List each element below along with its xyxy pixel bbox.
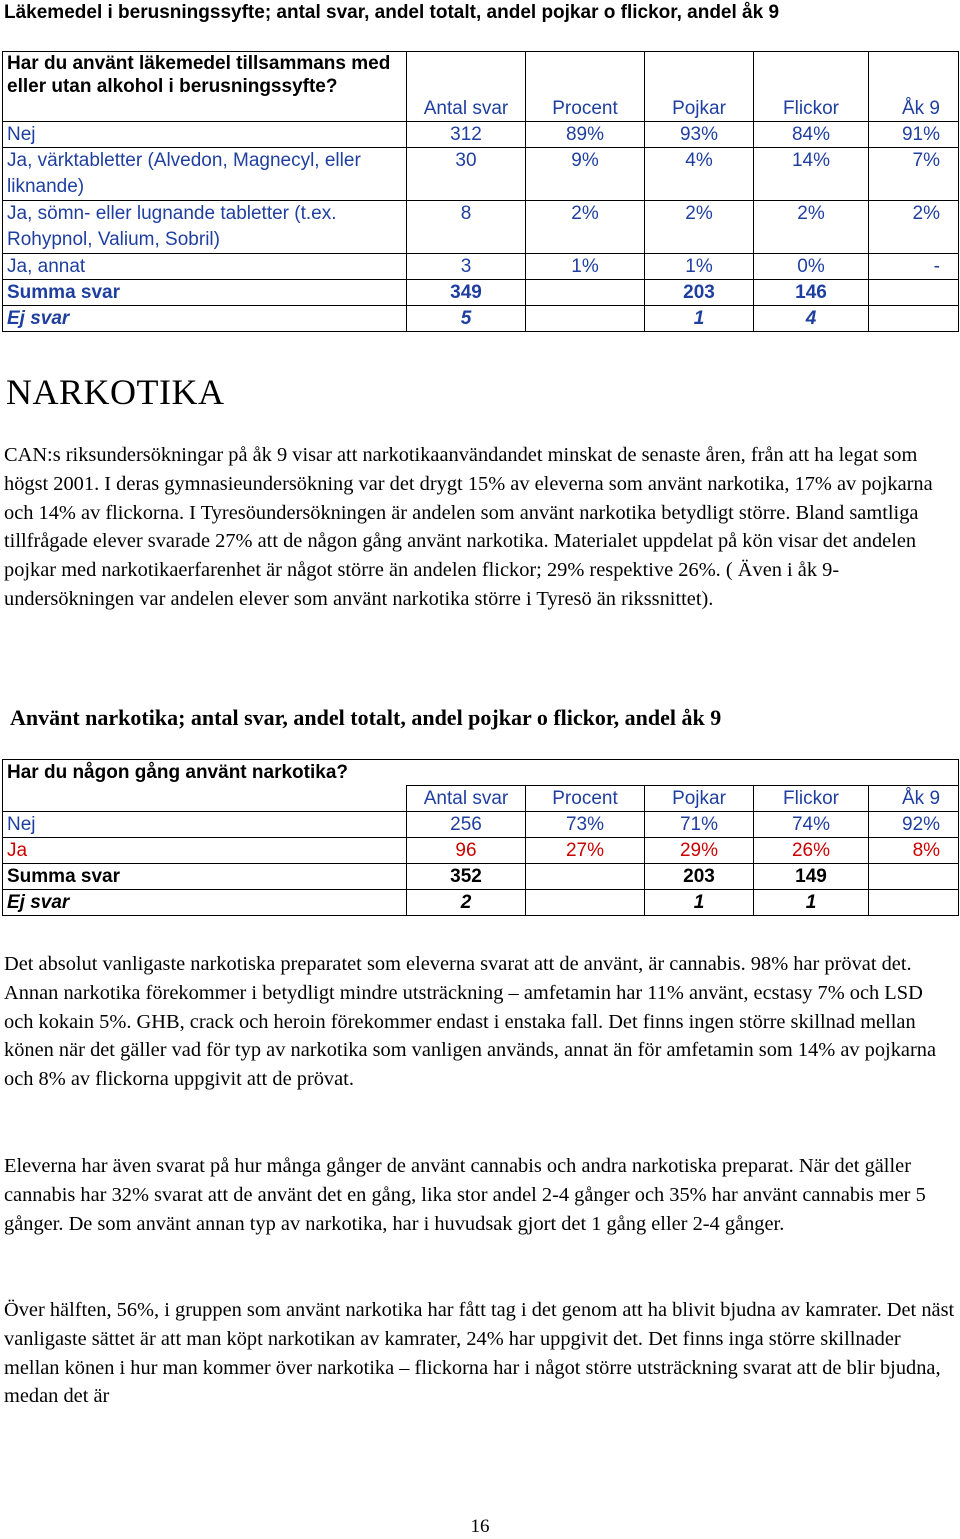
header-ak9: Åk 9: [869, 96, 959, 122]
cell: [526, 279, 645, 305]
cell: 27%: [526, 838, 645, 864]
question-cell: Har du använt läkemedel tillsammans med eller utan alkohol i berusningssyfte?: [3, 52, 407, 122]
text-span: Det näst vanligaste sättet är att man köpt narkotikan av kamrater, 24% har uppgivit det.: [4, 1299, 955, 1350]
cell: 352: [407, 864, 526, 890]
question-cell: Har du någon gång använt narkotika?: [3, 760, 959, 786]
row-label: Ja: [3, 838, 407, 864]
row-label: Ja, sömn- eller lugnande tabletter (t.ex. Rohypnol, Valium, Sobril): [3, 200, 407, 253]
cell: 1%: [645, 253, 754, 279]
text-span: Över hälften, 56%, i gruppen som använt narkotika har fått tag i det genom att ha blivit bjudna av kamrater.: [4, 1299, 882, 1321]
cell: [869, 305, 959, 331]
table-header-row: [3, 786, 959, 812]
section-heading: NARKOTIKA: [6, 372, 225, 412]
row-label: Ja, värktabletter (Alvedon, Magnecyl, eller liknande): [3, 147, 407, 200]
cell: 349: [407, 279, 526, 305]
cell: 203: [645, 864, 754, 890]
cell: 89%: [526, 121, 645, 147]
cell: 0%: [754, 253, 869, 279]
cell: [526, 864, 645, 890]
cell: 2%: [754, 200, 869, 253]
cell: [869, 890, 959, 916]
text-span: Bland samtliga tillfrågade elever svarade 27% att de någon gång använt narkotika.: [4, 501, 919, 553]
table-question-row: [3, 52, 959, 96]
text-span: GHB, crack och heroin förekommer endast i enstaka fall.: [136, 1010, 604, 1033]
text-span: I Tyresöundersökningen är andelen som använt narkotika betydligt större.: [189, 501, 791, 524]
cell: 3: [407, 253, 526, 279]
table-narcotics: [2, 759, 959, 916]
table-row: [3, 121, 959, 147]
cell: 146: [754, 279, 869, 305]
text-span: Det absolut vanligaste narkotiska preparatet som eleverna svarat att de använt, är cannabis. 98% har prövat det.: [4, 953, 912, 975]
cell: 73%: [526, 812, 645, 838]
cell: 8%: [869, 838, 959, 864]
cell: 1: [645, 305, 754, 331]
cell: 96: [407, 838, 526, 864]
text-span: Materialet uppdelat på kön visar det andelen pojkar med narkotikaerfarenhet är något större än andelen flickor; 29% respektive 26%.: [4, 530, 917, 582]
text-span: I deras gymnasieundersökning var det drygt 15% av eleverna som använt narkotika, 17% av pojkarna och 14% av flickorna.: [4, 472, 933, 524]
text-span: ( Även i åk 9-undersökningen var andelen elever som använt narkotika större i Tyresö än rikssnittet).: [4, 559, 840, 610]
cell: [526, 890, 645, 916]
paragraph-tillgang: [4, 1296, 956, 1411]
header-flickor: Flickor: [754, 786, 869, 812]
header-ak9: Åk 9: [869, 786, 959, 812]
cell: 149: [754, 864, 869, 890]
cell: 4%: [645, 147, 754, 200]
cell: 4: [754, 305, 869, 331]
header-procent: Procent: [526, 96, 645, 122]
table2-caption: Använt narkotika; antal svar, andel totalt, andel pojkar o flickor, andel åk 9: [10, 705, 722, 730]
ejsvar-row: [3, 890, 959, 916]
cell: [526, 305, 645, 331]
cell: 1: [754, 890, 869, 916]
text-span: Det finns inga större skillnader mellan könen i hur man kommer över narkotika – flickorna har i något större utsträckning svarat att de blir bjudna, medan det är: [4, 1327, 941, 1408]
table-row-highlight: [3, 838, 959, 864]
cell: 312: [407, 121, 526, 147]
table-row: [3, 812, 959, 838]
cell: 1: [645, 890, 754, 916]
header-antal: Antal svar: [407, 786, 526, 812]
cell: 9%: [526, 147, 645, 200]
cell: 8: [407, 200, 526, 253]
cell: 2: [407, 890, 526, 916]
row-label: Ej svar: [3, 305, 407, 331]
row-label: Summa svar: [3, 279, 407, 305]
table1-caption: Läkemedel i berusningssyfte; antal svar, andel totalt, andel pojkar o flickor, andel åk 9: [4, 2, 780, 23]
row-label: Ja, annat: [3, 253, 407, 279]
summa-row: [3, 864, 959, 890]
summa-row: [3, 279, 959, 305]
cell: 14%: [754, 147, 869, 200]
paragraph-preparat: [4, 950, 956, 1094]
table-row: [3, 147, 959, 200]
table-medication: [2, 51, 959, 332]
row-label: Nej: [3, 812, 407, 838]
cell: 84%: [754, 121, 869, 147]
cell: 2%: [869, 200, 959, 253]
header-flickor: Flickor: [754, 96, 869, 122]
header-pojkar: Pojkar: [645, 786, 754, 812]
header-antal: Antal svar: [407, 96, 526, 122]
text-span: Eleverna har även svarat på hur många gånger de använt cannabis och andra narkotiska preparat.: [4, 1155, 794, 1177]
table-question-row: [3, 760, 959, 786]
cell: 29%: [645, 838, 754, 864]
cell: 5: [407, 305, 526, 331]
text-span: Det finns ingen större skillnad mellan könen när det gäller vad för typ av narkotika som vanligen används, annat än för amfetamin som 14% av pojkarna och 8% av flickorna uppgivit att de prövat.: [4, 1010, 937, 1091]
table-row: [3, 200, 959, 253]
paragraph-frekvens: [4, 1152, 956, 1238]
ejsvar-row: [3, 305, 959, 331]
page-number: 16: [470, 1516, 490, 1537]
cell: -: [869, 253, 959, 279]
text-span: De som använt annan typ av narkotika, har i huvudsak gjort det 1 gång eller 2-4 gånger.: [68, 1212, 785, 1235]
cell: 2%: [645, 200, 754, 253]
cell: 71%: [645, 812, 754, 838]
cell: 91%: [869, 121, 959, 147]
cell: 1%: [526, 253, 645, 279]
paragraph-narkotika-intro: [4, 441, 956, 614]
row-label: Ej svar: [3, 890, 407, 916]
cell: 256: [407, 812, 526, 838]
header-pojkar: Pojkar: [645, 96, 754, 122]
text-span: När det gäller cannabis har 32% svarat att de använt det en gång, lika stor andel 2-4 gånger och 35% har använt cannabis mer 5 gånger.: [4, 1155, 926, 1235]
row-label: Nej: [3, 121, 407, 147]
cell: 74%: [754, 812, 869, 838]
text-span: Annan narkotika förekommer i betydligt mindre utsträckning – amfetamin har 11% använt, ecstasy 7% och LSD och kokain 5%.: [4, 981, 923, 1033]
cell: 7%: [869, 147, 959, 200]
cell: [869, 279, 959, 305]
table-row: [3, 253, 959, 279]
header-procent: Procent: [526, 786, 645, 812]
cell: 93%: [645, 121, 754, 147]
cell: 92%: [869, 812, 959, 838]
cell: 2%: [526, 200, 645, 253]
cell: 26%: [754, 838, 869, 864]
cell: [869, 864, 959, 890]
text-span: CAN:s riksundersökningar på åk 9 visar att narkotikaanvändandet minskat de senaste åren, från att ha legat som högst 2001.: [4, 444, 918, 495]
row-label: Summa svar: [3, 864, 407, 890]
cell: 203: [645, 279, 754, 305]
cell: 30: [407, 147, 526, 200]
